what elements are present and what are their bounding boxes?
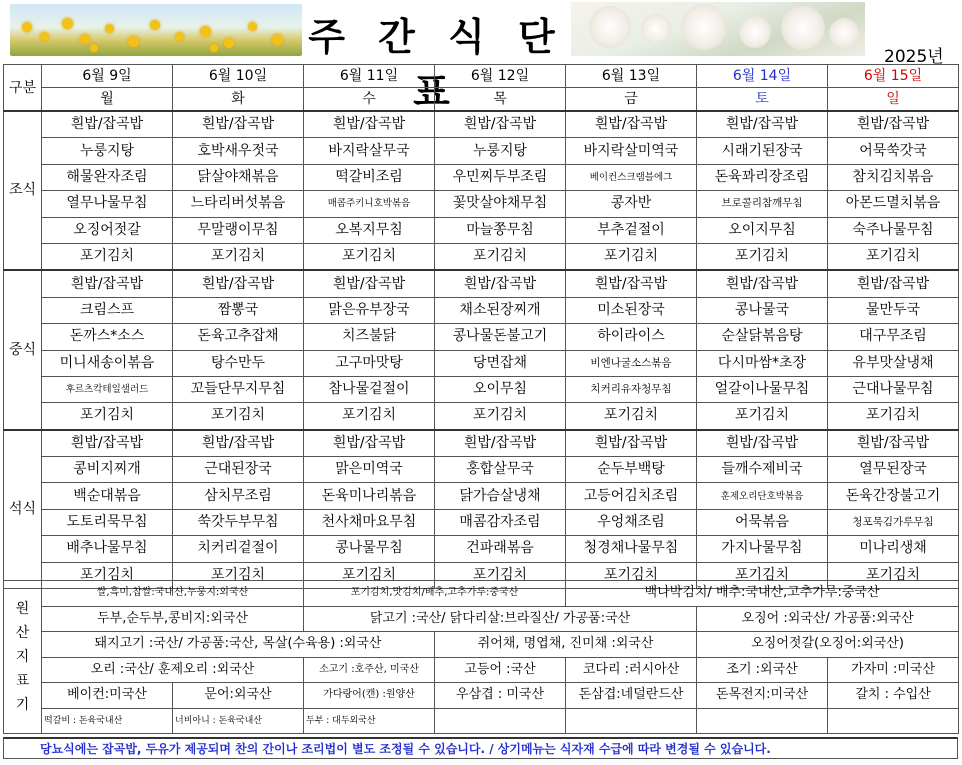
dinner-row — [4, 457, 959, 483]
origin-row — [4, 581, 959, 607]
menu-item: 해물완자조림 — [42, 164, 173, 190]
menu-item: 돈육간장불고기 — [828, 483, 959, 509]
origin-cell: 쌀,흑미,찹쌀:국내산,누룽지:외국산 — [42, 581, 304, 607]
menu-item: 콩비지찌개 — [42, 457, 173, 483]
lunch-label: 중식 — [4, 270, 42, 429]
menu-item: 짬뽕국 — [173, 297, 304, 323]
weekly-menu-table — [3, 64, 959, 589]
menu-item: 미나리생채 — [828, 536, 959, 562]
menu-item: 대구무조림 — [828, 324, 959, 350]
menu-item: 유부맛살냉채 — [828, 350, 959, 376]
footer-notice: 당뇨식에는 잡곡밥, 두유가 제공되며 찬의 간이나 조리법이 별도 조정될 수 있습니다. / 상기메뉴는 식자재 수급에 따라 변경될 수 있습니다. — [3, 737, 958, 759]
date-header: 6월 11일 — [304, 65, 435, 88]
menu-item: 포기김치 — [566, 243, 697, 270]
menu-item: 흰밥/잡곡밥 — [828, 111, 959, 138]
menu-item: 돈육꽈리장조림 — [697, 164, 828, 190]
menu-item: 비엔나굴소스볶음 — [566, 350, 697, 376]
lunch-row — [4, 297, 959, 323]
menu-item: 포기김치 — [828, 562, 959, 588]
breakfast-row — [4, 164, 959, 190]
menu-item: 베이컨스크램블에그 — [566, 164, 697, 190]
menu-item: 하이라이스 — [566, 324, 697, 350]
breakfast-row — [4, 243, 959, 270]
origin-cell: 가자미 :미국산 — [828, 657, 959, 683]
menu-item: 콩나물국 — [697, 297, 828, 323]
rose-banner-right-image — [571, 2, 865, 56]
menu-item: 어묵볶음 — [697, 509, 828, 535]
menu-item: 흰밥/잡곡밥 — [435, 430, 566, 457]
breakfast-label: 조식 — [4, 111, 42, 270]
menu-item: 쑥갓두부무침 — [173, 509, 304, 535]
menu-item: 아몬드멸치볶음 — [828, 191, 959, 217]
origin-cell: 두부,순두부,콩비지:외국산 — [42, 606, 304, 632]
menu-item: 우엉채조림 — [566, 509, 697, 535]
menu-item: 맑은유부장국 — [304, 297, 435, 323]
weekday-header: 금 — [566, 88, 697, 112]
menu-item: 치커리겉절이 — [173, 536, 304, 562]
menu-item: 백순대볶음 — [42, 483, 173, 509]
menu-item: 얼갈이나물무침 — [697, 376, 828, 402]
menu-item: 홍합살무국 — [435, 457, 566, 483]
menu-item: 포기김치 — [42, 562, 173, 588]
dinner-row — [4, 430, 959, 457]
menu-item: 포기김치 — [173, 403, 304, 430]
menu-item: 흰밥/잡곡밥 — [697, 270, 828, 297]
origin-cell: 돈목전지:미국산 — [697, 683, 828, 709]
menu-item: 포기김치 — [697, 562, 828, 588]
menu-item: 흰밥/잡곡밥 — [566, 270, 697, 297]
menu-item: 바지락살무국 — [304, 138, 435, 164]
menu-item: 가지나물무침 — [697, 536, 828, 562]
menu-item: 마늘쫑무침 — [435, 217, 566, 243]
menu-item: 흰밥/잡곡밥 — [435, 111, 566, 138]
menu-item: 물만두국 — [828, 297, 959, 323]
weekday-header: 월 — [42, 88, 173, 112]
menu-item: 순두부백탕 — [566, 457, 697, 483]
lunch-row — [4, 324, 959, 350]
menu-item: 맑은미역국 — [304, 457, 435, 483]
menu-item: 콩나물돈불고기 — [435, 324, 566, 350]
lunch-row — [4, 350, 959, 376]
lunch-row — [4, 376, 959, 402]
menu-item: 열무된장국 — [828, 457, 959, 483]
menu-item: 포기김치 — [173, 562, 304, 588]
menu-item: 우민찌두부조림 — [435, 164, 566, 190]
menu-item: 당면잡채 — [435, 350, 566, 376]
weekday-header-row — [4, 88, 959, 112]
menu-item: 포기김치 — [435, 403, 566, 430]
menu-item: 흰밥/잡곡밥 — [697, 430, 828, 457]
breakfast-row — [4, 217, 959, 243]
menu-item: 돈육고추잡채 — [173, 324, 304, 350]
origin-cell: 고등어 :국산 — [435, 657, 566, 683]
menu-item: 참치김치볶음 — [828, 164, 959, 190]
menu-item: 청경채나물무침 — [566, 536, 697, 562]
origin-cell: 오징어 :외국산/ 가공품:외국산 — [697, 606, 959, 632]
menu-item: 천사채마요무침 — [304, 509, 435, 535]
menu-item: 포기김치 — [304, 243, 435, 270]
menu-item: 흰밥/잡곡밥 — [697, 111, 828, 138]
menu-item: 포기김치 — [697, 403, 828, 430]
origin-row — [4, 606, 959, 632]
origin-label: 원 산 지 표 기 — [4, 581, 42, 734]
menu-item: 흰밥/잡곡밥 — [173, 111, 304, 138]
weekday-header: 일 — [828, 88, 959, 112]
dinner-row — [4, 536, 959, 562]
origin-cell: 포기김치,맛김치/배추,고추가루:중국산 — [304, 581, 566, 607]
menu-item: 배추나물무침 — [42, 536, 173, 562]
origin-row — [4, 683, 959, 709]
breakfast-row — [4, 138, 959, 164]
menu-item: 매콤주키니호박볶음 — [304, 191, 435, 217]
flower-banner-left-image — [10, 4, 302, 56]
menu-item: 흰밥/잡곡밥 — [566, 111, 697, 138]
menu-item: 포기김치 — [42, 403, 173, 430]
origin-cell: 우삼겹 : 미국산 — [435, 683, 566, 709]
menu-item: 포기김치 — [828, 403, 959, 430]
menu-item: 치즈불닭 — [304, 324, 435, 350]
date-header: 6월 14일 — [697, 65, 828, 88]
menu-item: 숙주나물무침 — [828, 217, 959, 243]
menu-item: 돈육미나리볶음 — [304, 483, 435, 509]
menu-item: 열무나물무침 — [42, 191, 173, 217]
menu-item: 부추겉절이 — [566, 217, 697, 243]
origin-cell: 갈치 : 수입산 — [828, 683, 959, 709]
page-title: 주 간 식 단 표 — [308, 15, 565, 114]
menu-item: 흰밥/잡곡밥 — [42, 270, 173, 297]
menu-item: 후르츠칵테일샐러드 — [42, 376, 173, 402]
menu-item: 시래기된장국 — [697, 138, 828, 164]
menu-item: 오이지무침 — [697, 217, 828, 243]
menu-item: 근대된장국 — [173, 457, 304, 483]
year-label: 2025년 — [884, 47, 944, 67]
menu-item: 어묵쑥갓국 — [828, 138, 959, 164]
menu-item: 흰밥/잡곡밥 — [435, 270, 566, 297]
menu-item: 흰밥/잡곡밥 — [304, 270, 435, 297]
menu-item: 흰밥/잡곡밥 — [173, 430, 304, 457]
menu-item: 흰밥/잡곡밥 — [828, 270, 959, 297]
menu-item: 포기김치 — [304, 562, 435, 588]
menu-item: 다시마쌈*초장 — [697, 350, 828, 376]
menu-item: 참나물겉절이 — [304, 376, 435, 402]
category-header: 구분 — [4, 65, 42, 112]
date-header-row — [4, 65, 959, 88]
menu-item: 흰밥/잡곡밥 — [304, 430, 435, 457]
menu-item: 포기김치 — [566, 562, 697, 588]
origin-cell: 베이컨:미국산 — [42, 683, 173, 709]
menu-item: 무말랭이무침 — [173, 217, 304, 243]
origin-row — [4, 708, 959, 734]
menu-item: 흰밥/잡곡밥 — [42, 430, 173, 457]
menu-item: 들깨수제비국 — [697, 457, 828, 483]
origin-row — [4, 657, 959, 683]
origin-cell: 오징어젓갈(오징어:외국산) — [697, 632, 959, 658]
menu-item: 훈제오리단호박볶음 — [697, 483, 828, 509]
menu-item: 채소된장찌개 — [435, 297, 566, 323]
menu-item: 흰밥/잡곡밥 — [304, 111, 435, 138]
origin-cell: 소고기 :호주산, 미국산 — [304, 657, 435, 683]
dinner-row — [4, 509, 959, 535]
origin-cell: 떡갈비 : 돈육국내산 — [42, 708, 173, 734]
origin-cell: 돼지고기 :국산/ 가공품:국산, 목살(수육용) :외국산 — [42, 632, 435, 658]
origin-cell: 가다랑어(캔) :원양산 — [304, 683, 435, 709]
menu-item: 미소된장국 — [566, 297, 697, 323]
origin-cell: 조기 :외국산 — [697, 657, 828, 683]
menu-item: 포기김치 — [697, 243, 828, 270]
menu-item: 근대나물무침 — [828, 376, 959, 402]
menu-item: 포기김치 — [42, 243, 173, 270]
origin-cell — [566, 708, 697, 734]
menu-item: 콩자반 — [566, 191, 697, 217]
origin-cell: 문어:외국산 — [173, 683, 304, 709]
menu-item: 누룽지탕 — [435, 138, 566, 164]
date-header: 6월 15일 — [828, 65, 959, 88]
menu-item: 닭살야채볶음 — [173, 164, 304, 190]
menu-item: 떡갈비조림 — [304, 164, 435, 190]
menu-item: 고등어김치조림 — [566, 483, 697, 509]
breakfast-row — [4, 191, 959, 217]
menu-item: 청포묵김가루무침 — [828, 509, 959, 535]
menu-item: 탕수만두 — [173, 350, 304, 376]
date-header: 6월 9일 — [42, 65, 173, 88]
menu-item: 미니새송이볶음 — [42, 350, 173, 376]
weekday-header: 토 — [697, 88, 828, 112]
menu-item: 호박새우젓국 — [173, 138, 304, 164]
origin-cell: 쥐어채, 명엽채, 진미채 :외국산 — [435, 632, 697, 658]
menu-item: 콩나물무침 — [304, 536, 435, 562]
menu-item: 치커리유자청무침 — [566, 376, 697, 402]
menu-item: 오복지무침 — [304, 217, 435, 243]
origin-cell: 백나박김치/ 배추:국내산,고추가루:중국산 — [566, 581, 959, 607]
menu-item: 포기김치 — [173, 243, 304, 270]
menu-item: 크림스프 — [42, 297, 173, 323]
origin-cell — [697, 708, 828, 734]
origin-cell — [828, 708, 959, 734]
origin-cell: 코다리 :러시아산 — [566, 657, 697, 683]
weekday-header: 수 — [304, 88, 435, 112]
menu-item: 바지락살미역국 — [566, 138, 697, 164]
origin-table — [3, 580, 959, 734]
dinner-row — [4, 483, 959, 509]
menu-item: 흰밥/잡곡밥 — [42, 111, 173, 138]
menu-item: 누룽지탕 — [42, 138, 173, 164]
origin-cell: 두부 : 대두외국산 — [304, 708, 435, 734]
menu-item: 느타리버섯볶음 — [173, 191, 304, 217]
lunch-row — [4, 403, 959, 430]
date-header: 6월 13일 — [566, 65, 697, 88]
menu-item: 흰밥/잡곡밥 — [566, 430, 697, 457]
origin-cell: 닭고기 :국산/ 닭다리살:브라질산/ 가공품:국산 — [304, 606, 697, 632]
menu-item: 포기김치 — [566, 403, 697, 430]
menu-item: 포기김치 — [828, 243, 959, 270]
origin-cell: 돈삼겹:네덜란드산 — [566, 683, 697, 709]
origin-cell — [435, 708, 566, 734]
menu-item: 오징어젓갈 — [42, 217, 173, 243]
origin-row — [4, 632, 959, 658]
weekday-header: 화 — [173, 88, 304, 112]
menu-item: 돈까스*소스 — [42, 324, 173, 350]
weekday-header: 목 — [435, 88, 566, 112]
dinner-label: 석식 — [4, 430, 42, 589]
menu-item: 흰밥/잡곡밥 — [173, 270, 304, 297]
menu-item: 오이무침 — [435, 376, 566, 402]
menu-item: 포기김치 — [435, 562, 566, 588]
menu-item: 고구마맛탕 — [304, 350, 435, 376]
menu-item: 순살닭볶음탕 — [697, 324, 828, 350]
lunch-row — [4, 270, 959, 297]
breakfast-row — [4, 111, 959, 138]
menu-item: 삼치무조림 — [173, 483, 304, 509]
date-header: 6월 10일 — [173, 65, 304, 88]
menu-item: 포기김치 — [304, 403, 435, 430]
origin-cell: 오리 :국산/ 훈제오리 :외국산 — [42, 657, 304, 683]
menu-item: 흰밥/잡곡밥 — [828, 430, 959, 457]
menu-item: 닭가슴살냉채 — [435, 483, 566, 509]
menu-item: 브로콜리참깨무침 — [697, 191, 828, 217]
menu-item: 도토리묵무침 — [42, 509, 173, 535]
menu-item: 매콤감자조림 — [435, 509, 566, 535]
origin-cell: 너비아니 : 돈육국내산 — [173, 708, 304, 734]
menu-item: 꽃맛살야채무침 — [435, 191, 566, 217]
menu-item: 건파래볶음 — [435, 536, 566, 562]
date-header: 6월 12일 — [435, 65, 566, 88]
menu-item: 꼬들단무지무침 — [173, 376, 304, 402]
menu-item: 포기김치 — [435, 243, 566, 270]
